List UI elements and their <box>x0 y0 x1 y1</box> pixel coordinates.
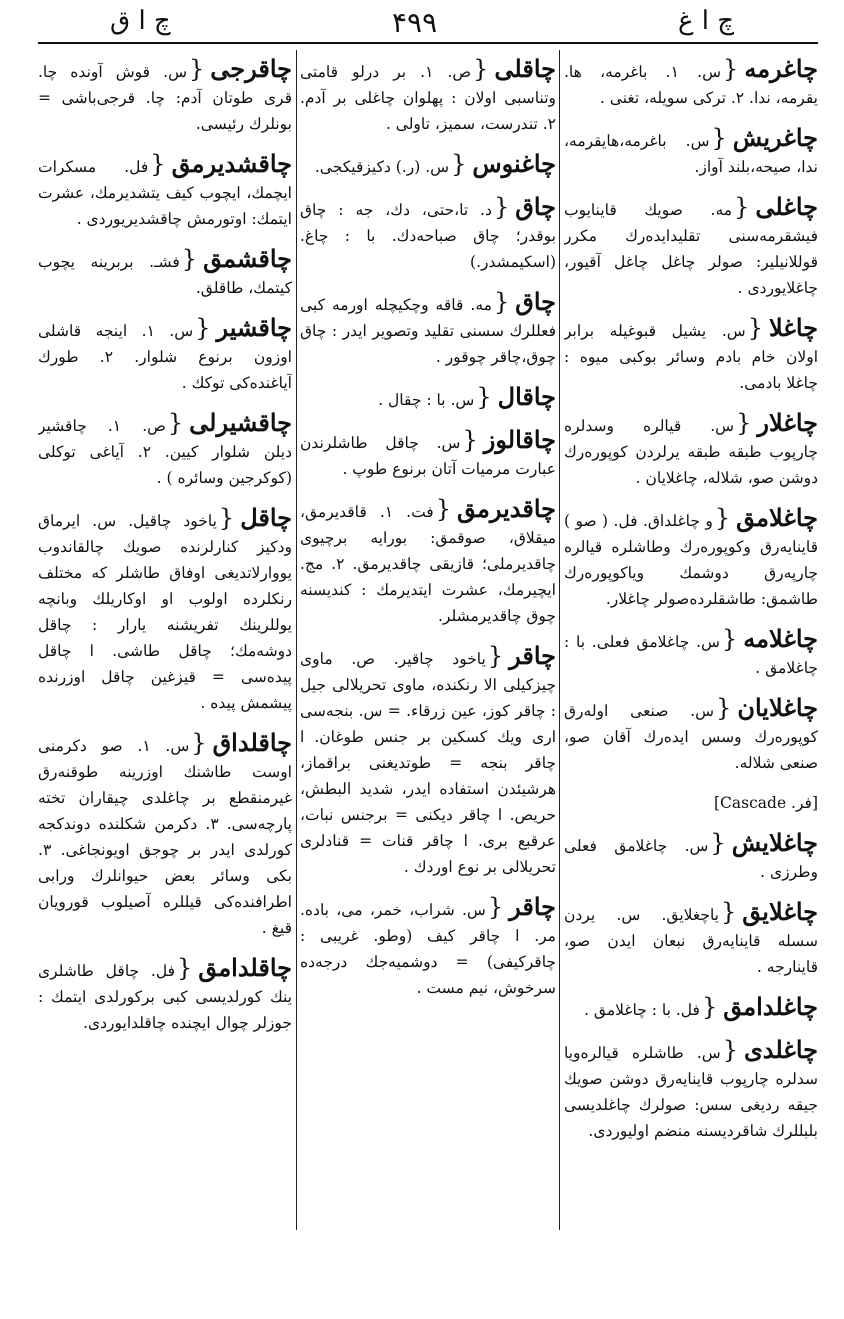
brace-glyph: { <box>736 409 752 437</box>
dictionary-entry <box>564 56 818 111</box>
dictionary-entry <box>564 695 818 776</box>
entry-definition: یاخود چاقیر. ص. ماوی چیزکیلی الا رنکنده، ماوی تحریلالی جیل : چاقر کوز، عین زرقاء. = س. بنجه‌سی اری ویك کسکین بر جنس طوغان. ا چاقر بنجه = طوتدیغنی براقماز، هرشیئدن استفاده ایدر، شدید البطش، حریص. ا چاقر دیکنی = برجنس نبات، عرقبع بری. ا چاقر قنات = قنادلری تحریلالی بر نوع اوردك . <box>300 650 556 876</box>
entry-headword: چاغلدی <box>743 1035 818 1064</box>
entry-definition: یاخود چاقیل. س. ایرماق ودکیز کنارلرنده صویك چالقاندوب یووارلاتدیغی اوفاق طاشلر که مختلف رنکلرده اولوب او اوکاریلك وبانچه یوللرینك تفریشنه یارار : چاقل دوشه‌مك؛ چاقل طاشی. ا چاقل پیده‌سی = قیزغین چاقل اوزرنده پیشمش پیده . <box>38 512 292 712</box>
brace-glyph: { <box>747 314 763 342</box>
header-left-letters: چ ا ق <box>110 6 171 36</box>
brace-glyph: { <box>189 56 205 83</box>
entry-headword: چاقلداق <box>212 728 292 757</box>
entry-headword: چاقشمق <box>203 244 292 273</box>
etymology-note: [فر. Cascade] <box>713 794 818 812</box>
brace-glyph: { <box>177 954 193 982</box>
header-rule <box>38 42 818 44</box>
entry-headword: چاق <box>515 287 556 316</box>
column-middle <box>300 56 556 1296</box>
column-right <box>564 56 818 1296</box>
brace-glyph: { <box>711 124 727 152</box>
brace-glyph: { <box>451 150 467 178</box>
entry-definition: س. چاغلامق فعلی. با : چاغلامق . <box>564 633 818 677</box>
dictionary-entry <box>38 730 292 941</box>
dictionary-entry <box>300 56 556 137</box>
entry-headword: چاغرمه <box>744 56 818 83</box>
dictionary-entry <box>300 894 556 1001</box>
dictionary-entry <box>300 289 556 370</box>
entry-definition: س. باغرمه،هایقرمه، ندا، صیحه،بلند آواز. <box>564 132 818 176</box>
entry-definition: مه. قاقه وچکیچله اورمه کبی فعللرك سسنی تقلید وتصویر ایدر : چاق چوق،چاقر چوقور . <box>300 296 556 366</box>
entry-headword: چاغلدامق <box>723 992 818 1021</box>
entry-headword: چاقر <box>509 641 556 670</box>
column-left <box>38 56 292 1296</box>
entry-definition: فل. مسکرات ایچمك، ایچوب کیف یتشدیرمك، عشرت ایتمك: اوتورمش چاقشدیریوردی . <box>38 158 292 228</box>
dictionary-entry <box>300 151 556 180</box>
dictionary-entry <box>38 410 292 491</box>
entry-definition: و چاغلداق. فل. ( صو ) قاینایه‌رق وکوپوره‌رك وطاشلره قیالره چارپه‌رق دوشمك ویاکوپوره‌رك طاشمق: طاشقلرده‌صولر چاغلار. <box>564 512 818 608</box>
entry-definition: س. قیالره وسدلره چارپوب طبقه طبقه یرلردن کوپوره‌رك دوشن صو، شلاله، چاغلایان . <box>564 417 818 487</box>
entry-definition: س. ۱. اینجه قاشلی اوزون برنوع شلوار. ۲. طورك آیاغنده‌کی توکك . <box>38 322 292 392</box>
entry-headword: چاغریش <box>732 123 818 152</box>
brace-glyph: { <box>710 829 726 857</box>
entry-definition: س. صنعی اوله‌رق کوپوره‌رك وسس ایده‌رك آقان صو، صنعی شلاله. <box>564 702 818 772</box>
entry-definition: فل. چاقل طاشلری ینك کورلدیسی کبی برکورلدی ایتمك : جوزلر چوال ایچنده چاقلدایوردی. <box>38 962 292 1032</box>
dictionary-entry <box>38 955 292 1036</box>
entry-headword: چاقلی <box>494 56 556 83</box>
entry-definition: ص. ۱. بر درلو قامتی وتناسبی اولان : پهلوان چاغلی بر آدم. ۲. تندرست، سمیز، تاولی . <box>300 63 556 133</box>
dictionary-entry <box>38 246 292 301</box>
brace-glyph: { <box>714 504 731 532</box>
dictionary-entry <box>564 315 818 396</box>
dictionary-entry <box>38 56 292 137</box>
dictionary-entry <box>300 643 556 880</box>
entry-definition: د. تا،حتی، دك، جه : چاق بوقدر؛ چاق صباحه‌دك. با : چاغ. (اسکیمشدر.) <box>300 201 556 271</box>
brace-glyph: { <box>701 993 718 1021</box>
entry-definition: فت. ۱. قاقدیرمق، میقلاق، صوقمق: بورایه برچیوی چاقدیرملی؛ قازیقی چاقدیرمق. ۲. مج. ایچیرمك، عشرت ایتدیرمك : کندیسنه چوق چاقدیرمشلر. <box>300 503 556 625</box>
brace-glyph: { <box>167 409 184 437</box>
entry-headword: چاق <box>515 192 556 221</box>
entry-definition: س. ۱. صو دکرمنی اوست طاشنك اوزرینه طوقنه‌رق غیرمنقطع بر چاغلدی چیقاران تخته پارچه‌سی. ۳. دکرمن شکلنده دوندکجه کورلدی ایدر بر چوجق اویونجاغی. ۳. بکی وسائر بعض حیوانلرك ورابی اطرافنده‌کی قیللره آصیلوب قورویان قیغ . <box>38 737 292 937</box>
dictionary-entry <box>564 899 818 980</box>
entry-headword: چاغلا <box>768 313 818 342</box>
dictionary-entry <box>564 626 818 681</box>
entry-headword: چاقدیرمق <box>456 494 556 523</box>
entry-definition: فل. با : چاغلامق . <box>584 1001 700 1019</box>
entry-headword: چاقشیرلی <box>189 408 292 437</box>
brace-glyph: { <box>462 426 478 454</box>
entry-definition: س. یشیل قبوغیله برابر اولان خام بادم وسائر بوکبی میوه : چاغلا بادمی. <box>564 322 818 392</box>
brace-glyph: { <box>473 56 489 83</box>
entry-definition: س. با : چقال . <box>378 391 475 409</box>
brace-glyph: { <box>721 898 737 926</box>
entry-definition: س. چاغلامق فعلی وطرزی . <box>564 837 818 881</box>
entry-headword: چاقشدیرمق <box>171 149 292 178</box>
entry-definition: یاچغلایق. س. یردن سسله قاینایه‌رق نبعان ایدن صو، قاینارجه . <box>564 906 818 976</box>
entry-headword: چاقرجی <box>210 56 292 83</box>
entry-headword: چاغلار <box>757 408 818 437</box>
entry-headword: چاقشیر <box>216 313 292 342</box>
dictionary-entry <box>38 315 292 396</box>
brace-glyph: { <box>493 288 510 316</box>
dictionary-entry <box>300 496 556 629</box>
brace-glyph: { <box>487 893 504 921</box>
entry-headword: چاغلی <box>755 192 818 221</box>
dictionary-entry <box>300 427 556 482</box>
dictionary-entry <box>38 151 292 232</box>
page-number: ۴۹۹ <box>392 6 438 39</box>
entry-headword: چاقل <box>240 503 292 532</box>
dictionary-entry <box>564 194 818 301</box>
brace-glyph: { <box>721 625 738 653</box>
entry-headword: چاقر <box>509 892 556 921</box>
entry-definition: س. ۱. باغرمه، ها. یقرمه، ندا. ۲. ترکی سویله، تغنی . <box>564 63 818 107</box>
entry-definition: مه. صویك قاینایوب فیشقرمه‌سنی تقلیدایده‌رك مکرر قوللانیلیر: صولر چاغل چاغل آقیور، چاغلایوردی . <box>564 201 818 297</box>
brace-glyph: { <box>723 56 739 83</box>
brace-glyph: { <box>150 150 166 178</box>
entry-headword: چاقلدامق <box>198 953 292 982</box>
dictionary-entry <box>300 384 556 413</box>
dictionary-entry <box>564 505 818 612</box>
header-right-letters: چ ا غ <box>677 6 734 36</box>
entry-headword: چاغلایق <box>742 897 818 926</box>
dictionary-entry <box>300 194 556 275</box>
column-divider <box>559 50 560 1230</box>
entry-definition: س. طاشلره قیالره‌ویا سدلره چارپوب قاینا‌یه‌رق دوشن صویك جیقه ردیغی سس: صولرك چاغلدیسی بلبللرك شاقردیسنه منضم اولیوردی. <box>564 1044 818 1140</box>
entry-headword: چاغنوس <box>472 149 556 178</box>
brace-glyph: { <box>716 694 732 722</box>
dictionary-entry <box>564 790 818 816</box>
brace-glyph: { <box>181 245 198 273</box>
entry-definition: س. قوش آونده چا. قری طوتان آدم: چا. قرجی‌باشی = بونلرك رئیسی. <box>38 63 292 133</box>
dictionary-entry <box>564 125 818 180</box>
column-divider <box>296 50 297 1230</box>
brace-glyph: { <box>195 314 211 342</box>
entry-definition: فشـ. بربرینه یچوب کیتمك، طاقلق. <box>38 253 292 297</box>
entry-definition: س. شراب، خمر، می، باده. مر. ا چاقر کیف (وطو. غریبی : چاقرکیفی) = دوشمیه‌جك درجه‌ده سرخوش، نیم مست . <box>300 901 556 997</box>
dictionary-entry <box>564 410 818 491</box>
entry-definition: ص. ۱. چاقشیر دیلن شلوار کیین. ۲. آیاغی توکلی (کوکرجین وسائره ) . <box>38 417 292 487</box>
brace-glyph: { <box>435 495 451 523</box>
entry-headword: چاغلامق <box>736 503 818 532</box>
brace-glyph: { <box>218 504 235 532</box>
entry-definition: س. (ر.) دکیزقیکجی. <box>314 158 450 176</box>
brace-glyph: { <box>191 729 207 757</box>
entry-headword: چاغلایش <box>731 828 818 857</box>
entry-headword: چاقال <box>497 382 556 411</box>
entry-headword: چاغلامه <box>743 624 818 653</box>
dictionary-entry <box>564 830 818 885</box>
entry-definition: س. چاقل طاشلرندن عبارت مرمیات آتان برنوع طوپ . <box>300 434 556 478</box>
brace-glyph: { <box>476 383 492 411</box>
brace-glyph: { <box>493 193 510 221</box>
page-header <box>0 0 844 44</box>
brace-glyph: { <box>722 1036 738 1064</box>
dictionary-entry <box>564 994 818 1023</box>
brace-glyph: { <box>487 642 504 670</box>
brace-glyph: { <box>734 193 750 221</box>
dictionary-entry <box>564 1037 818 1144</box>
entry-headword: چاغلایان <box>737 693 818 722</box>
dictionary-entry <box>38 505 292 716</box>
entry-headword: چاقالوز <box>483 425 556 454</box>
